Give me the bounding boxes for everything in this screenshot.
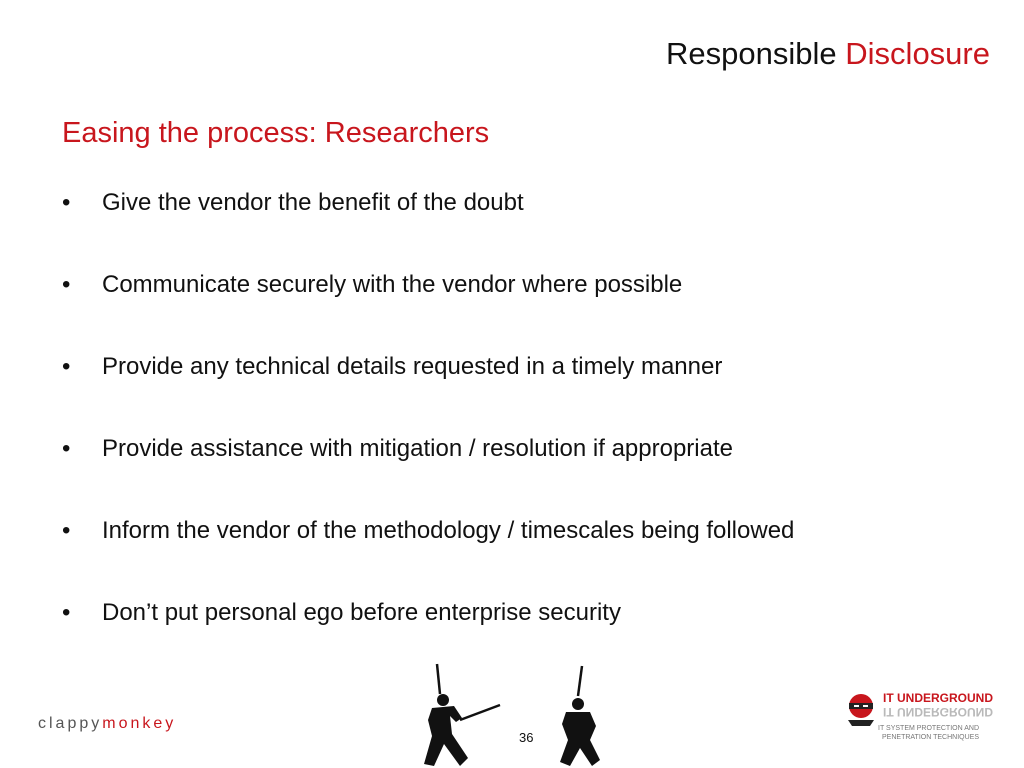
page-number: 36	[519, 730, 534, 745]
bullet-item	[62, 189, 794, 271]
it-underground-logo	[845, 688, 993, 748]
bullet-text: Inform the vendor of the methodology / timescales being followed	[102, 517, 795, 544]
bullet-marker: •	[62, 599, 71, 626]
it-underground-tagline	[878, 724, 979, 742]
bullet-marker: •	[62, 435, 71, 462]
tagline-line-2: PENETRATION TECHNIQUES	[882, 734, 979, 741]
slide-title	[666, 36, 990, 72]
it-underground-name: IT UNDERGROUND	[883, 691, 993, 705]
clappymonkey-logo	[38, 715, 176, 733]
bullet-marker: •	[62, 189, 71, 216]
bullet-text: Provide any technical details requested in a timely manner	[102, 353, 723, 380]
ninja-head-icon	[845, 692, 877, 726]
slide-title-accent: Disclosure	[845, 36, 990, 71]
it-underground-name-reflection: IT UNDERGROUND	[883, 705, 993, 719]
bullet-text: Communicate securely with the vendor where possible	[102, 271, 683, 298]
bullet-text: Provide assistance with mitigation / resolution if appropriate	[102, 435, 733, 462]
bullet-item	[62, 435, 794, 517]
section-subtitle: Easing the process: Researchers	[62, 117, 490, 149]
tagline-line-1: IT SYSTEM PROTECTION AND	[878, 725, 979, 732]
slide-title-main: Responsible	[666, 36, 837, 71]
bullet-text: Don’t put personal ego before enterprise security	[102, 599, 621, 626]
bullet-item	[62, 271, 794, 353]
logo-text-part1: clappy	[38, 715, 103, 732]
bullet-marker: •	[62, 271, 71, 298]
ninja-silhouettes-illustration	[410, 660, 610, 768]
bullet-item	[62, 353, 794, 435]
bullet-list	[62, 189, 794, 681]
bullet-marker: •	[62, 353, 71, 380]
bullet-marker: •	[62, 517, 71, 544]
logo-text-part2: monkey	[102, 715, 177, 732]
bullet-item	[62, 517, 794, 599]
bullet-text: Give the vendor the benefit of the doubt	[102, 189, 524, 216]
